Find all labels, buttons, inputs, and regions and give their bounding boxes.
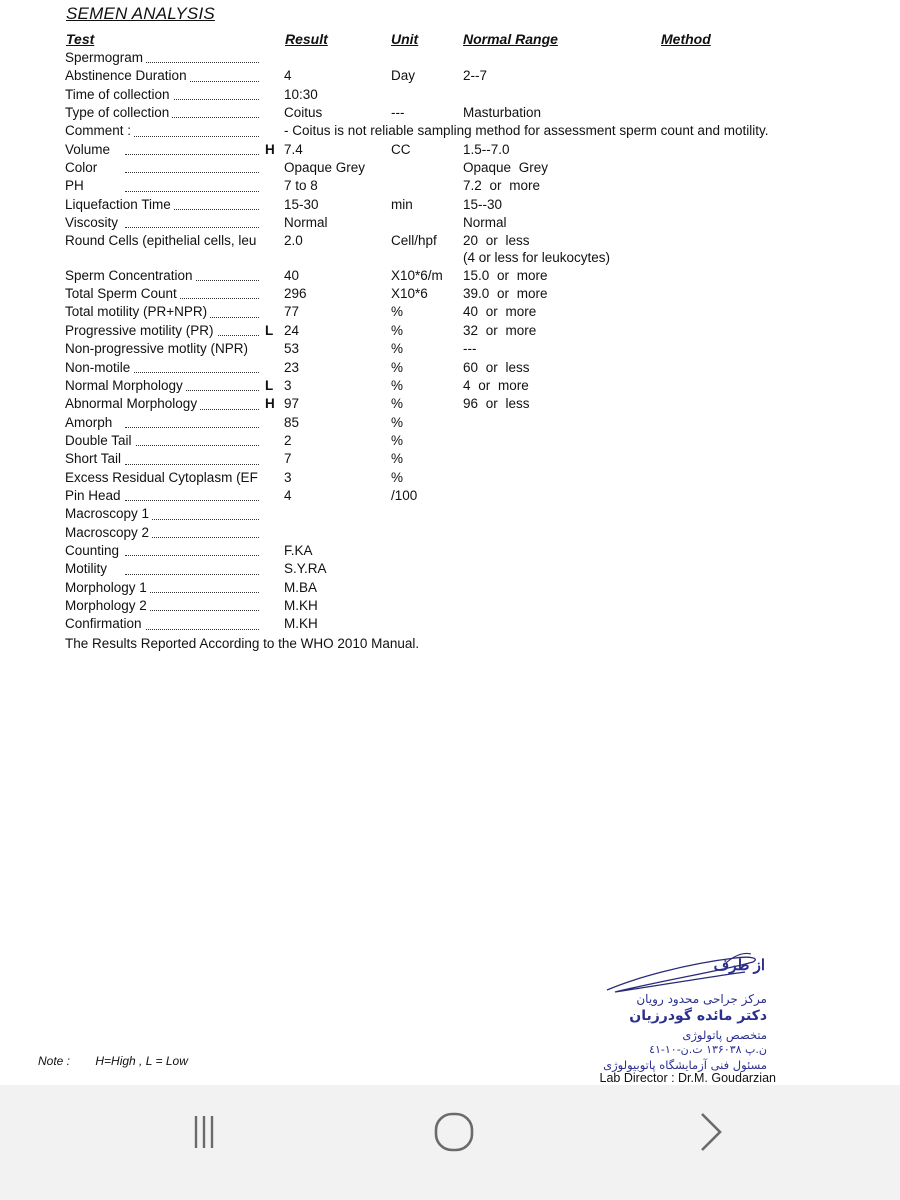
result-value: M.BA [284, 579, 318, 595]
who-reference-note: The Results Reported According to the WHO 2010 Manual. [65, 636, 420, 651]
stamp-role: مسئول فنی آزمایشگاه پاتوبیولوژی [603, 1058, 767, 1072]
result-value: 4 [284, 487, 292, 503]
header-normal-range: Normal Range [463, 31, 558, 47]
test-name [65, 505, 261, 523]
result-value: Opaque Grey [284, 160, 366, 176]
normal-range-value: 20 or less [463, 233, 530, 249]
unit-value: Day [391, 68, 416, 84]
result-value: 7.4 [284, 141, 303, 157]
test-label: Non-motile [65, 360, 133, 375]
table-row [0, 159, 900, 177]
test-label: Total Sperm Count [65, 286, 180, 301]
unit-value: /100 [391, 487, 418, 503]
flag-badge: L [265, 377, 274, 393]
unit-value: % [391, 322, 404, 338]
table-row [0, 560, 900, 578]
result-value: 77 [284, 304, 300, 320]
normal-range-value: 4 or more [463, 377, 529, 393]
test-name [65, 67, 261, 85]
unit-value: Cell/hpf [391, 233, 437, 249]
lab-director-stamp [575, 950, 785, 1090]
unit-value: X10*6 [391, 286, 428, 302]
test-name [65, 469, 261, 487]
unit-value: % [391, 451, 404, 467]
result-value: 53 [284, 341, 300, 357]
test-label: Sperm Concentration [65, 268, 196, 283]
table-row [0, 395, 900, 413]
test-name [65, 450, 261, 468]
stamp-license: ن.پ ۱۳۶۰۳۸ ت.ن-۱۰-٤١ [649, 1043, 767, 1056]
test-name [65, 159, 261, 177]
normal-range-value: 7.2 or more [463, 178, 541, 194]
test-name [65, 414, 261, 432]
table-row [0, 67, 900, 85]
unit-value: % [391, 414, 404, 430]
result-value: 24 [284, 322, 300, 338]
stamp-from: از طرف [713, 957, 765, 974]
unit-value: CC [391, 141, 411, 157]
results-table [0, 49, 900, 634]
home-icon [433, 1110, 477, 1154]
unit-value: X10*6/m [391, 267, 443, 283]
table-row [0, 267, 900, 285]
flag-badge: H [265, 141, 275, 157]
normal-range-value: 15--30 [463, 196, 503, 212]
table-row [0, 196, 900, 214]
test-name [65, 285, 261, 303]
lab-director-name: Lab Director : Dr.M. Goudarzian [599, 1071, 776, 1085]
test-label: Spermogram [65, 50, 146, 65]
result-value: 296 [284, 286, 307, 302]
header-result: Result [285, 31, 328, 47]
test-label: Comment : [65, 123, 134, 138]
stamp-clinic: مرکز جراحی محدود رویان [636, 992, 767, 1006]
header-unit: Unit [391, 31, 419, 47]
test-name [65, 542, 261, 560]
result-value: Normal [284, 215, 328, 231]
test-name [65, 487, 261, 505]
test-label: Macroscopy 1 [65, 506, 152, 521]
test-name [65, 560, 261, 578]
recent-apps-icon [184, 1112, 224, 1152]
test-label: Short Tail [65, 451, 124, 466]
result-value: F.KA [284, 542, 313, 558]
test-name [65, 122, 261, 140]
test-label: Motility [65, 561, 110, 576]
test-name [65, 214, 261, 232]
test-name [65, 432, 261, 450]
test-name [65, 579, 261, 597]
result-value: 23 [284, 359, 300, 375]
table-row [0, 214, 900, 232]
result-value: Coitus [284, 105, 323, 121]
test-label: Volume [65, 142, 113, 157]
unit-value: % [391, 469, 404, 485]
home-button[interactable] [425, 1107, 485, 1157]
test-label: Time of collection [65, 87, 173, 102]
table-row [0, 505, 900, 523]
result-value: M.KH [284, 616, 318, 632]
report-title: SEMEN ANALYSIS [66, 4, 215, 23]
table-row [0, 322, 900, 340]
test-name [65, 141, 261, 159]
test-label: PH [65, 178, 87, 193]
stamp-specialty: متخصص پاتولوژی [682, 1028, 767, 1042]
normal-range-value: 15.0 or more [463, 267, 548, 283]
unit-value: % [391, 432, 404, 448]
test-name [65, 303, 261, 321]
test-name [65, 267, 261, 285]
test-name [65, 86, 261, 104]
unit-value: min [391, 196, 413, 212]
result-value: S.Y.RA [284, 561, 327, 577]
result-value: 3 [284, 469, 292, 485]
result-value: 4 [284, 68, 292, 84]
table-row [0, 469, 900, 487]
test-name [65, 340, 261, 358]
unit-value: % [391, 396, 404, 412]
test-label: Type of collection [65, 105, 172, 120]
comment-text: - Coitus is not reliable sampling method for assessment sperm count and motility. [284, 123, 769, 139]
table-row [0, 579, 900, 597]
back-button[interactable] [678, 1107, 738, 1157]
header-test: Test [66, 31, 95, 47]
result-value: 15-30 [284, 196, 319, 212]
result-value: 2 [284, 432, 292, 448]
result-value: 7 [284, 451, 292, 467]
test-label: Non-progressive motlity (NPR) [65, 341, 251, 356]
test-label: Double Tail [65, 433, 135, 448]
normal-range-value: --- [463, 341, 477, 357]
test-name [65, 524, 261, 542]
unit-value: % [391, 304, 404, 320]
table-row [0, 49, 900, 67]
test-label: Round Cells (epithelial cells, leu [65, 233, 259, 248]
result-value: M.KH [284, 597, 318, 613]
test-name [65, 322, 261, 340]
table-row [0, 177, 900, 195]
flag-badge: L [265, 322, 274, 338]
table-row [0, 303, 900, 321]
test-label: Normal Morphology [65, 378, 186, 393]
normal-range-value: 40 or more [463, 304, 537, 320]
table-row [0, 432, 900, 450]
flag-badge: H [265, 396, 275, 412]
flag-legend [38, 1054, 188, 1068]
result-value: 85 [284, 414, 300, 430]
normal-range-value: Normal [463, 215, 507, 231]
unit-value: % [391, 359, 404, 375]
test-name [65, 232, 261, 250]
table-row [0, 414, 900, 432]
table-row [0, 450, 900, 468]
table-row [0, 542, 900, 560]
result-value: 3 [284, 377, 292, 393]
result-value: 40 [284, 267, 300, 283]
normal-range-value: 32 or more [463, 322, 537, 338]
normal-range-value: 60 or less [463, 359, 530, 375]
test-name [65, 377, 261, 395]
test-label: Viscosity [65, 215, 121, 230]
table-row [0, 377, 900, 395]
table-row [0, 141, 900, 159]
table-row [0, 232, 900, 266]
normal-range-note: (4 or less for leukocytes) [463, 250, 611, 266]
test-label: Color [65, 160, 100, 175]
test-label: Abnormal Morphology [65, 396, 200, 411]
test-label: Counting [65, 543, 122, 558]
normal-range-value: 96 or less [463, 396, 530, 412]
back-icon [688, 1110, 728, 1154]
test-name [65, 597, 261, 615]
result-value: 7 to 8 [284, 178, 318, 194]
header-method: Method [661, 31, 711, 47]
test-name [65, 104, 261, 122]
normal-range-value: 1.5--7.0 [463, 141, 510, 157]
android-navigation-bar [0, 1085, 900, 1200]
test-label: Macroscopy 2 [65, 525, 152, 540]
unit-value: % [391, 341, 404, 357]
table-row [0, 285, 900, 303]
normal-range-value: Opaque Grey [463, 160, 549, 176]
table-row [0, 615, 900, 633]
normal-range-value: Masturbation [463, 105, 542, 121]
table-row [0, 86, 900, 104]
stamp-doctor-name: دکتر مائده گودرزیان [629, 1008, 767, 1024]
recent-apps-button[interactable] [174, 1107, 234, 1157]
test-label: Amorph [65, 415, 115, 430]
test-label: Total motility (PR+NPR) [65, 304, 210, 319]
test-label: Abstinence Duration [65, 68, 190, 83]
test-label: Liquefaction Time [65, 197, 174, 212]
note-label: Note : [38, 1054, 71, 1068]
test-name [65, 49, 261, 67]
test-label: Confirmation [65, 616, 145, 631]
test-label: Morphology 2 [65, 598, 150, 613]
test-label: Excess Residual Cytoplasm (EF [65, 470, 261, 485]
test-label: Pin Head [65, 488, 124, 503]
normal-range-value: 2--7 [463, 68, 488, 84]
test-name [65, 615, 261, 633]
test-label: Progressive motility (PR) [65, 323, 217, 338]
result-value: 97 [284, 396, 300, 412]
note-text: H=High , L = Low [95, 1054, 188, 1068]
test-name [65, 196, 261, 214]
table-row [0, 359, 900, 377]
test-name [65, 395, 261, 413]
table-row [0, 340, 900, 358]
test-name [65, 177, 261, 195]
unit-value: --- [391, 105, 405, 121]
table-row [0, 597, 900, 615]
normal-range-value: 39.0 or more [463, 286, 548, 302]
table-row [0, 524, 900, 542]
result-value: 2.0 [284, 233, 303, 249]
table-row [0, 104, 900, 122]
table-row [0, 487, 900, 505]
table-row [0, 122, 900, 140]
test-name [65, 359, 261, 377]
unit-value: % [391, 377, 404, 393]
result-value: 10:30 [284, 86, 318, 102]
test-label: Morphology 1 [65, 580, 150, 595]
